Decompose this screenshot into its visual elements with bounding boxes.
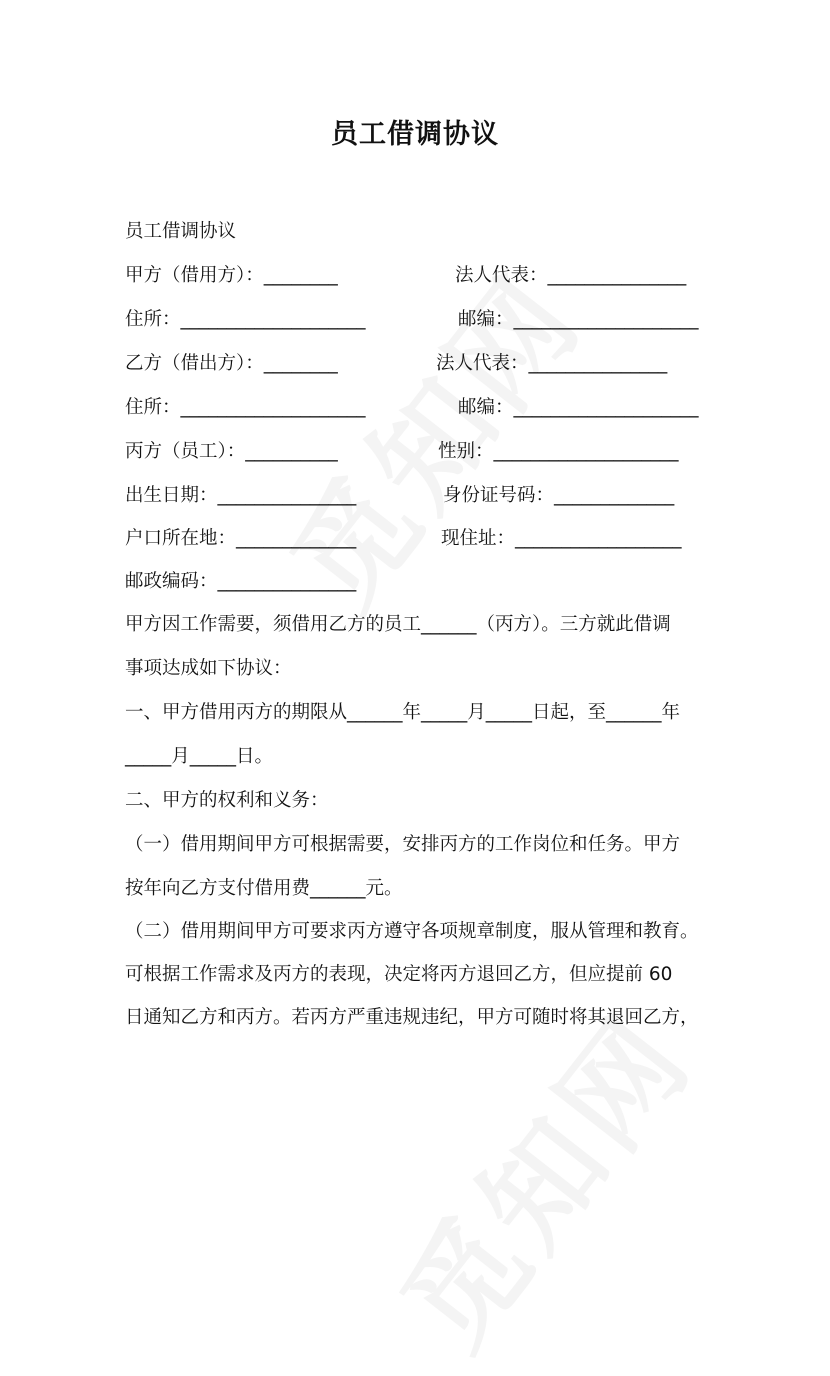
postcode-field-1: 邮编：____________________ — [458, 309, 699, 330]
body-line: （二）借用期间甲方可要求丙方遵守各项规章制度，服从管理和教育。 — [125, 921, 699, 942]
body-line: 一、甲方借用丙方的期限从______年_____月_____日起，至______年 — [125, 702, 681, 723]
body-line: 可根据工作需求及丙方的表现，决定将丙方退回乙方，但应提前 60 — [125, 964, 673, 985]
watermark-text — [356, 974, 723, 1376]
body-line: 事项达成如下协议： — [125, 658, 292, 679]
party-a-rep-field: 法人代表：_______________ — [455, 265, 687, 286]
gender-field: 性别：____________________ — [438, 441, 679, 462]
body-line: _____月_____日。 — [125, 746, 274, 767]
current-address-field: 现住址：__________________ — [441, 528, 682, 549]
zip-code-field: 邮政编码：_______________ — [125, 571, 357, 592]
document-subtitle: 员工借调协议 — [125, 221, 237, 242]
body-line: 日通知乙方和丙方。若丙方严重违规违纪，甲方可随时将其退回乙方， — [125, 1007, 699, 1028]
party-b-rep-field: 法人代表：_______________ — [436, 353, 668, 374]
household-field: 户口所在地：_____________ — [125, 528, 357, 549]
document-title: 员工借调协议 — [331, 119, 499, 150]
id-number-field: 身份证号码：_____________ — [443, 485, 675, 506]
birth-date-field: 出生日期：_______________ — [125, 485, 357, 506]
body-line: 按年向乙方支付借用费______元。 — [125, 878, 403, 899]
body-line: （一）借用期间甲方可根据需要，安排丙方的工作岗位和任务。甲方 — [125, 834, 681, 855]
section-heading: 二、甲方的权利和义务： — [125, 790, 329, 811]
postcode-field-2: 邮编：____________________ — [458, 397, 699, 418]
party-c-field: 丙方（员工）：__________ — [125, 441, 338, 462]
party-a-field: 甲方（借用方）：________ — [125, 265, 338, 286]
address-field-1: 住所：____________________ — [125, 309, 366, 330]
party-b-field: 乙方（借出方）：________ — [125, 353, 338, 374]
address-field-2: 住所：____________________ — [125, 397, 366, 418]
body-line: 甲方因工作需要，须借用乙方的员工______（丙方）。三方就此借调 — [125, 614, 671, 635]
